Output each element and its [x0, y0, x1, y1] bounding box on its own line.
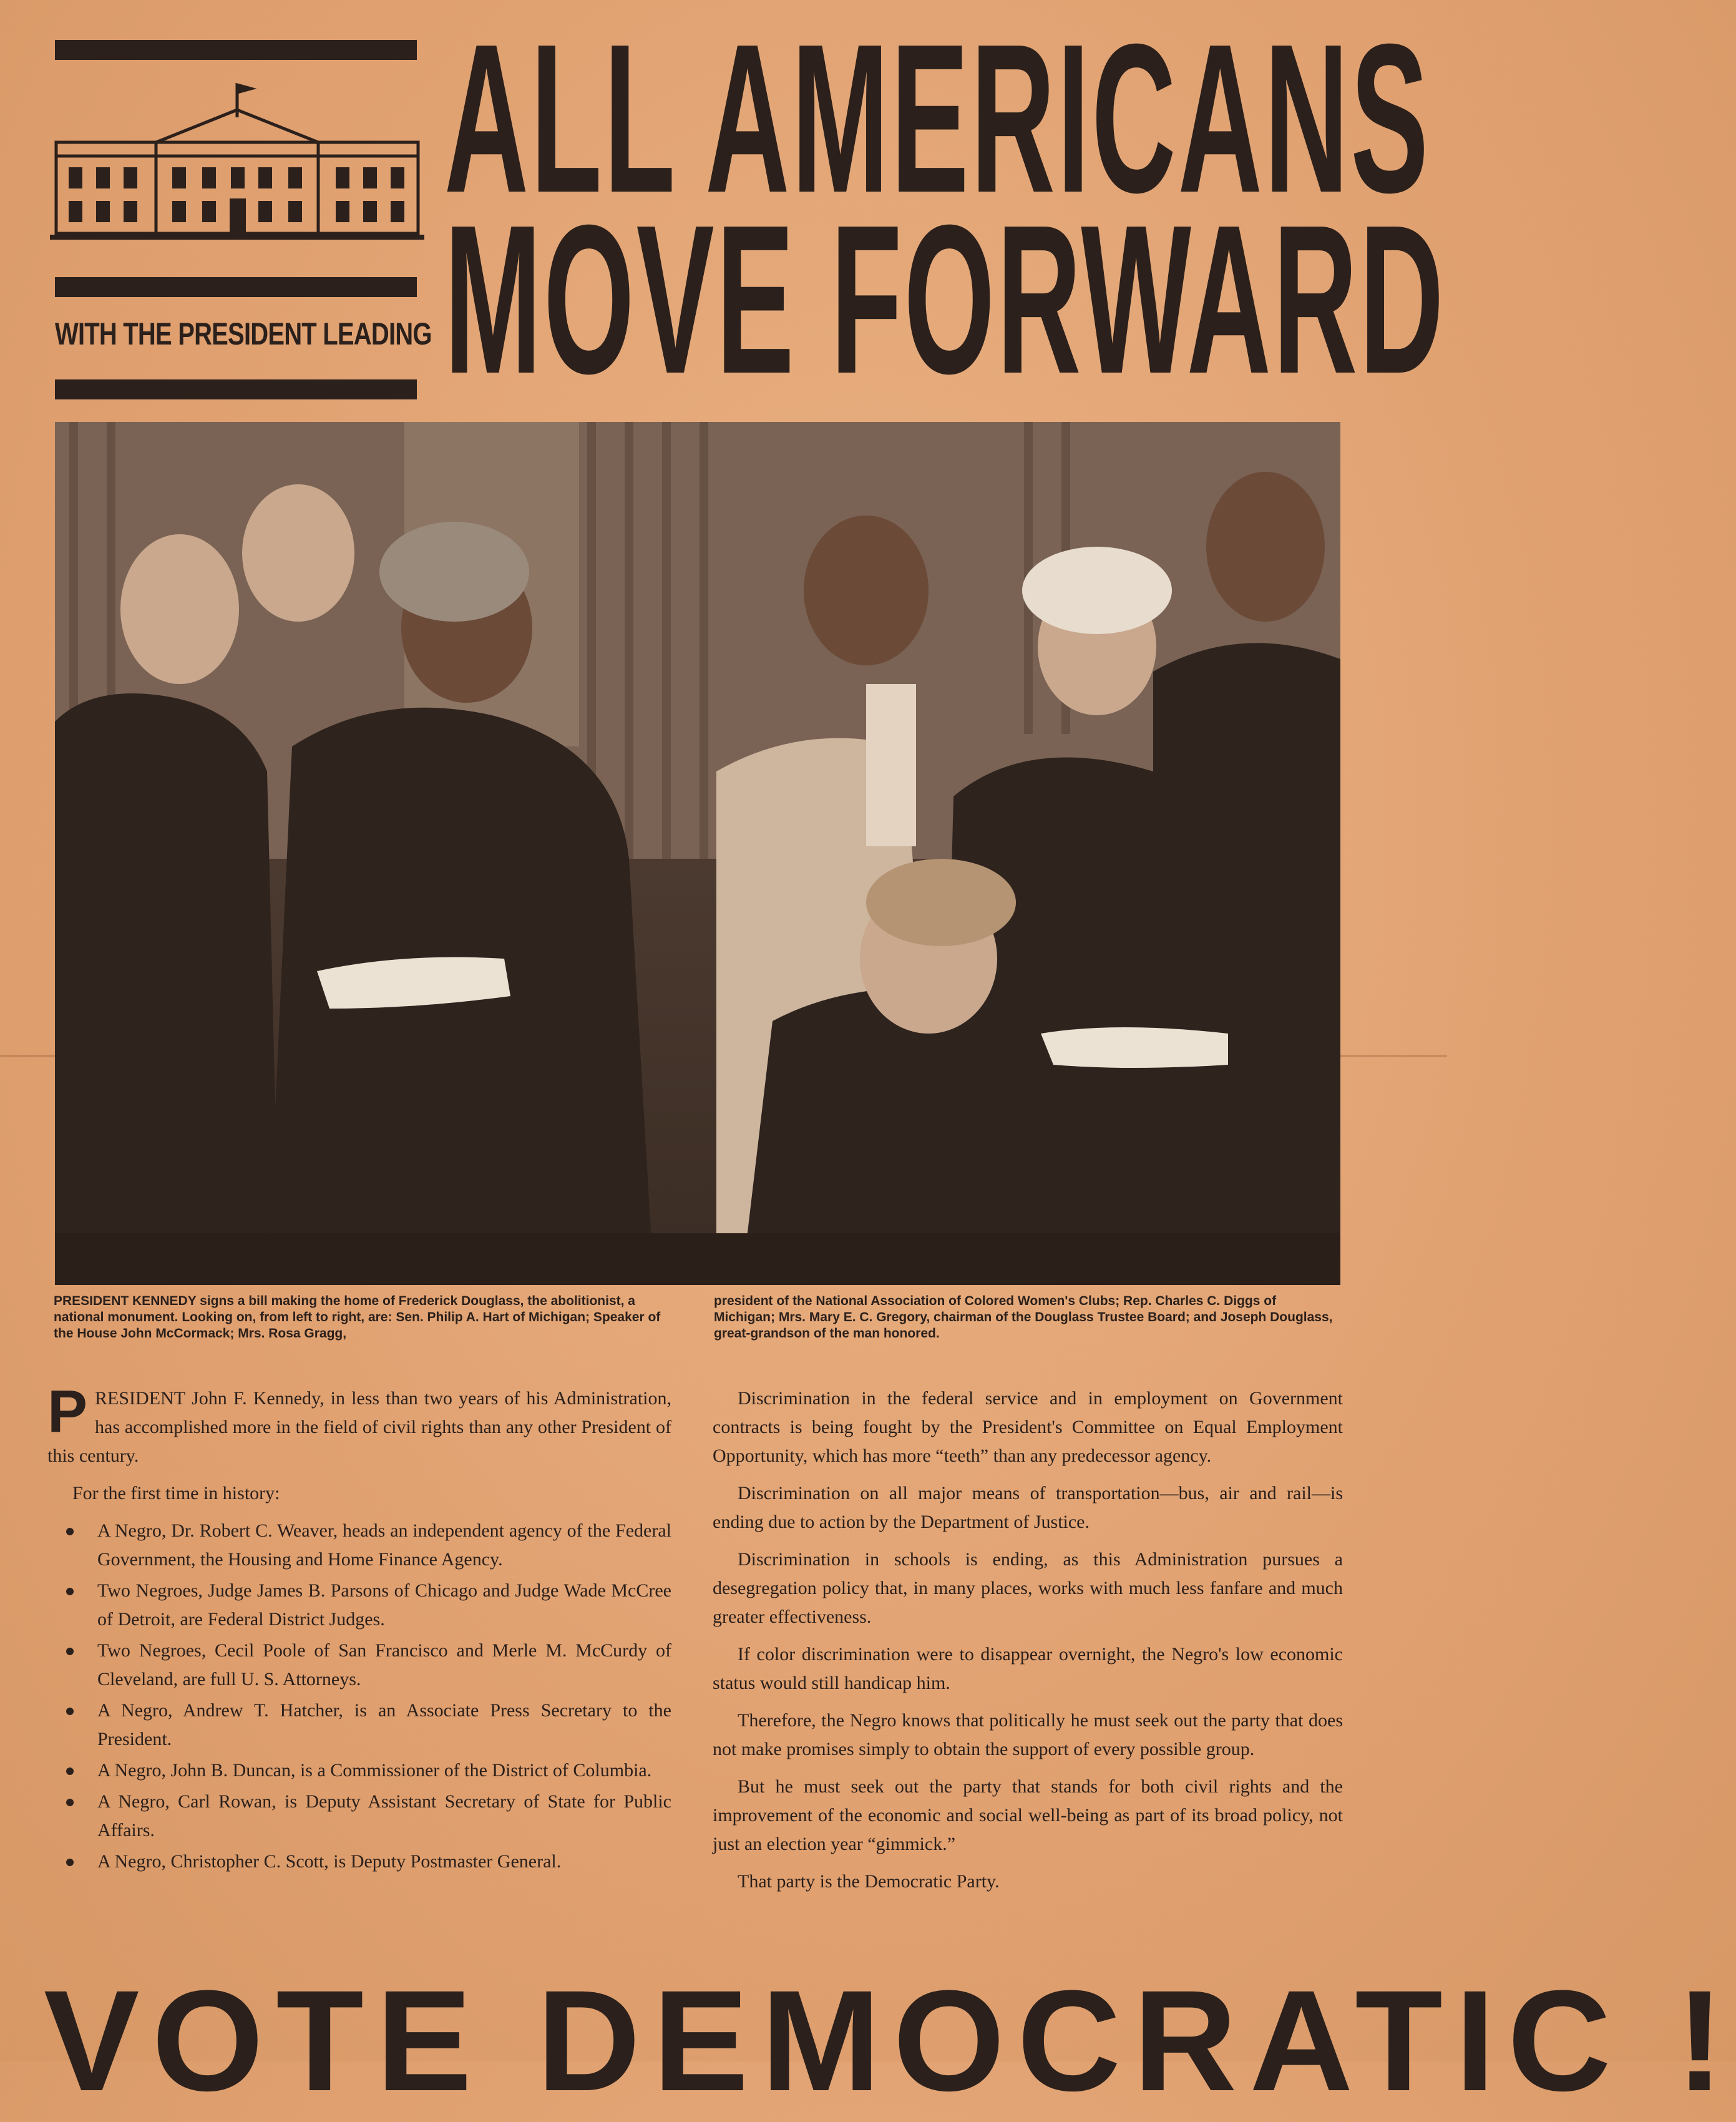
white-house-icon	[50, 74, 424, 248]
paragraph: Therefore, the Negro knows that politically he must seek out the party that does not make promises simply to obtain the support of every possible group.	[713, 1710, 1343, 1759]
paragraph: Discrimination in schools is ending, as this Administration pursues a desegregation policy that, in many places, works with much less fanfare and much greater effectiveness.	[713, 1549, 1343, 1627]
header-rule-bottom	[55, 379, 417, 399]
paragraph: But he must seek out the party that stands for both civil rights and the improvement of the economic and social well-being as part of its broad policy, not just an election year “gimmick.”	[713, 1776, 1343, 1854]
header-rule-top	[55, 40, 417, 60]
article-right-column	[713, 1384, 1343, 1905]
paragraph: That party is the Democratic Party.	[738, 1871, 1000, 1892]
drop-cap: P	[47, 1378, 88, 1445]
photo-caption-right: president of the National Association of Colored Women's Clubs; Rep. Charles C. Diggs of Michigan; Mrs. Mary E. C. Gregory, chairman of the Douglass Trustee Board; and Joseph Douglass, great-grandson of the man honored.	[714, 1294, 1333, 1341]
header-rule-middle	[55, 277, 417, 297]
article-left-column	[47, 1378, 671, 1879]
intro-text: John F. Kennedy, in less than two years of his Administration, has accomplished more in the field of civil rights than any other President of this century.	[47, 1388, 671, 1466]
photo-illustration	[55, 422, 1340, 1285]
paragraph: Discrimination on all major means of transportation—bus, air and rail—is ending due to action by the Department of Justice.	[713, 1483, 1343, 1532]
list-item: A Negro, Dr. Robert C. Weaver, heads an independent agency of the Federal Government, the Housing and Home Finance Agency.	[97, 1517, 671, 1574]
intro-smallcaps: RESIDENT	[95, 1388, 186, 1409]
headline-line-1: ALL AMERICANS	[444, 0, 1431, 237]
list-item: A Negro, Christopher C. Scott, is Deputy Postmaster General.	[97, 1847, 671, 1876]
intro-paragraph	[47, 1378, 671, 1470]
group-photo	[55, 422, 1340, 1285]
list-item: Two Negroes, Judge James B. Parsons of Chicago and Judge Wade McCree of Detroit, are Federal District Judges.	[97, 1577, 671, 1634]
headline-line-2: MOVE FORWARD	[444, 181, 1446, 418]
list-item: Two Negroes, Cecil Poole of San Francisco and Merle M. McCurdy of Cleveland, are full U. S. Attorneys.	[97, 1636, 671, 1694]
appointments-list	[47, 1517, 671, 1876]
list-item: A Negro, John B. Duncan, is a Commissioner of the District of Columbia.	[97, 1756, 671, 1785]
photo-caption-left	[54, 1293, 678, 1342]
paragraph: Discrimination in the federal service and in employment on Government contracts is being fought by the President's Committee on Equal Employment Opportunity, which has more “teeth” than any predecessor agency.	[713, 1388, 1343, 1466]
caption-left-text: signs a bill making the home of Frederick Douglass, the abolitionist, a national monument. Looking on, from left to right, are: Sen. Philip A. Hart of Michigan; Speaker of the House John McCormack; Mrs. Rosa Gragg,	[54, 1294, 661, 1341]
vote-slogan: VOTE DEMOCRATIC !	[44, 1960, 1736, 2121]
paragraph: If color discrimination were to disappear overnight, the Negro's low economic status would still handicap him.	[713, 1644, 1343, 1693]
first-time-line: For the first time in history:	[72, 1483, 280, 1503]
list-item: A Negro, Andrew T. Hatcher, is an Associate Press Secretary to the President.	[97, 1696, 671, 1754]
subhead: WITH THE PRESIDENT LEADING	[55, 316, 432, 351]
caption-lead: PRESIDENT KENNEDY	[54, 1294, 197, 1308]
list-item: A Negro, Carl Rowan, is Deputy Assistant Secretary of State for Public Affairs.	[97, 1787, 671, 1845]
